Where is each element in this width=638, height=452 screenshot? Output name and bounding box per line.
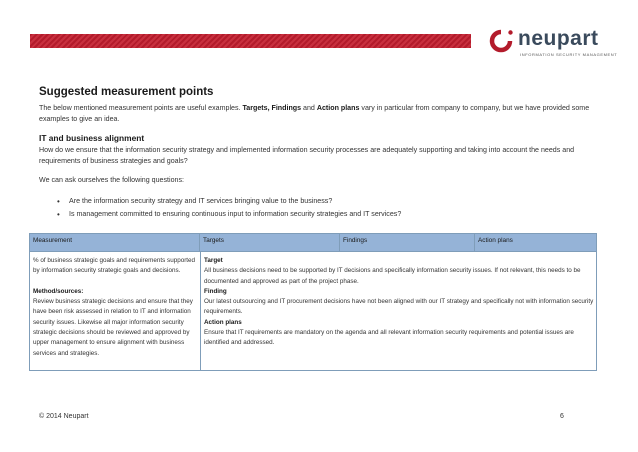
cell-spacer: [33, 277, 198, 287]
header-decorative-bar: [30, 34, 471, 48]
column-header-action-plans: Action plans: [478, 237, 513, 244]
footer-copyright: © 2014 Neupart: [39, 413, 89, 420]
subsection-heading: IT and business alignment: [39, 133, 145, 144]
target-label: Target: [204, 257, 223, 264]
table-column-divider: [200, 252, 201, 370]
intro-text-start: The below mentioned measurement points are useful examples.: [39, 104, 243, 112]
intro-bold-targets-findings: Targets, Findings: [242, 104, 302, 112]
logo-wordmark: neupart: [518, 27, 599, 50]
list-item: • Is management committed to ensuring continuous input to information security strategies and IT services?: [69, 208, 599, 221]
column-header-findings: Findings: [340, 234, 475, 252]
column-header-measurement: Measurement: [30, 234, 200, 252]
page-number: 6: [560, 413, 564, 420]
intro-text-end: vary in particular from company to company, but we have provided some examples to give an idea.: [39, 104, 590, 123]
intro-paragraph: [39, 103, 599, 124]
finding-label: Finding: [204, 287, 227, 295]
finding-text: Our latest outsourcing and IT procurement decisions have not been aligned with our IT strategy and specifically not with information security requirements.: [204, 298, 594, 316]
intro-bold-action-plans: Action plans: [316, 104, 360, 112]
measurement-text: % of business strategic goals and requirements supported by information security strategic goals and decisions.: [33, 257, 196, 275]
ask-line: We can ask ourselves the following questions:: [39, 176, 184, 185]
targets-findings-actions-cell: [204, 256, 594, 349]
logo-tagline: INFORMATION SECURITY MANAGEMENT: [520, 52, 618, 57]
neupart-logo-icon: [487, 29, 515, 53]
alignment-question: How do we ensure that the information security strategy and implemented information security processes are adequately supporting and taking into account the needs and requirements of business strategies and goals?: [39, 146, 575, 165]
method-text: Review business strategic decisions and ensure that they have been risk assessed in relation to IT and information security issues. Likewise all major information security strategic decisions should be reviewed and approved by upper management to ensure alignment with business services and strategies.: [33, 298, 193, 357]
measurement-cell: [33, 256, 198, 359]
section-title: Suggested measurement points: [39, 86, 214, 98]
list-item: • Are the information security strategy and IT services bringing value to the business?: [69, 195, 599, 208]
target-text: All business decisions need to be supported by IT decisions and specifically information security issues. If not relevant, this needs to be documented and approved as part of the project phase.: [204, 267, 581, 285]
neupart-logo: [487, 25, 618, 59]
action-plans-text: Ensure that IT requirements are mandatory on the agenda and all relevant information security requirements and potential issues are identified and addressed.: [204, 329, 574, 347]
document-body: [39, 86, 599, 221]
method-label: Method/sources:: [33, 287, 84, 295]
action-plans-label: Action plans: [204, 318, 242, 326]
column-header-targets: Targets: [200, 234, 340, 252]
intro-text-and: and: [301, 104, 317, 112]
question-list: [39, 195, 599, 221]
table-header-row: [30, 234, 596, 252]
measurement-table: [29, 233, 597, 371]
